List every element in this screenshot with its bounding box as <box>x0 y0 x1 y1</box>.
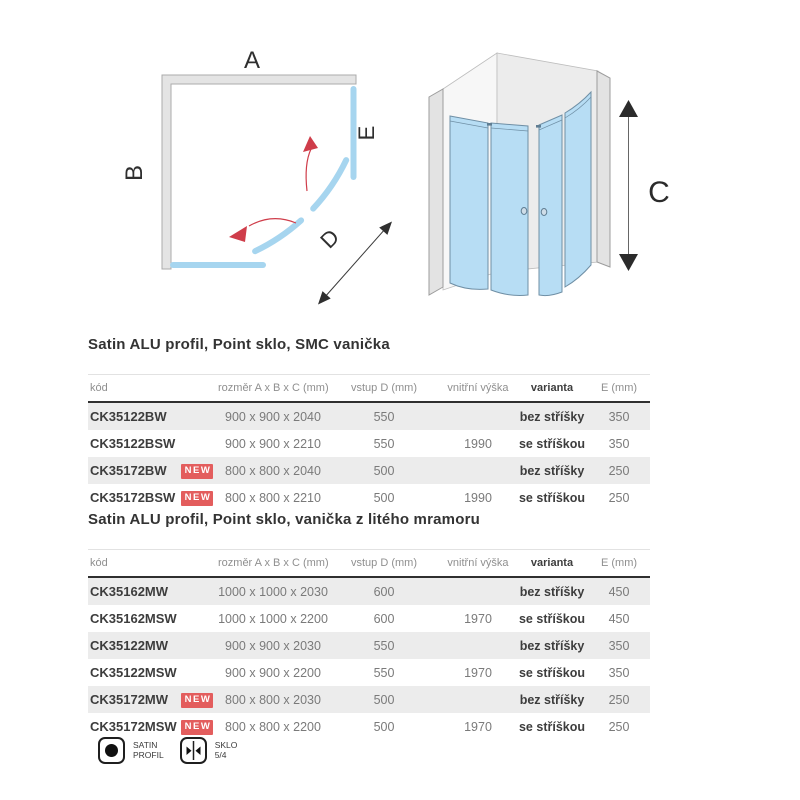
table-rows <box>88 578 650 740</box>
header-entry: vstup D (mm) <box>351 557 417 569</box>
header-variant: varianta <box>530 557 574 569</box>
height-arrow-c <box>619 100 638 271</box>
e-cell: 350 <box>608 638 630 653</box>
e-cell: 250 <box>608 490 630 505</box>
product-code: CK35122MW <box>90 638 169 653</box>
table-row <box>88 403 650 430</box>
satin-profil-icon <box>98 737 125 764</box>
size-cell: 800 x 800 x 2210 <box>225 490 321 505</box>
table-rows <box>88 403 650 511</box>
table-row <box>88 578 650 605</box>
dimension-label-d: D <box>315 224 345 254</box>
legend-label <box>215 737 238 764</box>
header-e: E (mm) <box>600 382 638 394</box>
inner-height-cell: 1970 <box>464 719 492 734</box>
size-cell: 1000 x 1000 x 2200 <box>218 611 328 626</box>
entry-cell: 500 <box>373 490 395 505</box>
glass-thickness-icon <box>180 737 207 764</box>
header-variant: varianta <box>530 382 574 394</box>
product-code: CK35172MSW <box>90 719 177 734</box>
legend-line: PROFIL <box>133 750 164 760</box>
table-row <box>88 686 650 713</box>
size-cell: 900 x 900 x 2210 <box>225 436 321 451</box>
product-code: CK35122BSW <box>90 436 176 451</box>
table-header <box>88 549 650 578</box>
legend-item-sklo-54 <box>180 737 238 764</box>
size-cell: 800 x 800 x 2040 <box>225 463 321 478</box>
table-marble <box>88 511 650 740</box>
table-title: Satin ALU profil, Point sklo, SMC vanička <box>88 336 390 353</box>
inner-height-cell: 1970 <box>464 611 492 626</box>
legend-line: SATIN <box>133 740 158 750</box>
table-row <box>88 484 650 511</box>
new-badge: NEW <box>181 693 214 708</box>
inner-height-cell: 1970 <box>464 665 492 680</box>
variant-cell: bez stříšky <box>519 638 585 653</box>
new-badge-slot <box>176 462 218 479</box>
size-cell: 1000 x 1000 x 2030 <box>218 584 328 599</box>
door-bracket-left <box>487 123 492 126</box>
e-cell: 350 <box>608 409 630 424</box>
size-cell: 900 x 900 x 2030 <box>225 638 321 653</box>
right-wall-slab <box>597 71 610 267</box>
product-code: CK35172BSW <box>90 490 176 505</box>
size-cell: 900 x 900 x 2040 <box>225 409 321 424</box>
inner-height-cell: 1990 <box>464 436 492 451</box>
header-inner-height: vnitřní výška <box>447 382 509 394</box>
legend <box>98 737 237 764</box>
variant-cell: se stříškou <box>518 490 585 505</box>
table-header <box>88 374 650 403</box>
product-code: CK35122BW <box>90 409 167 424</box>
product-code: CK35122MSW <box>90 665 177 680</box>
variant-cell: se stříškou <box>518 611 585 626</box>
left-wall-slab <box>429 89 443 295</box>
new-badge-slot <box>176 718 218 735</box>
table-row <box>88 713 650 740</box>
variant-cell: bez stříšky <box>519 692 585 707</box>
table-row <box>88 457 650 484</box>
header-code: kód <box>90 557 108 569</box>
door-bracket-right <box>536 125 541 128</box>
entry-cell: 500 <box>373 719 395 734</box>
e-cell: 250 <box>608 692 630 707</box>
entry-cell: 500 <box>373 463 395 478</box>
plan-diagram <box>100 30 420 320</box>
dimension-label-e: E <box>354 125 379 141</box>
inner-height-cell: 1990 <box>464 490 492 505</box>
new-badge-slot <box>176 691 218 708</box>
size-cell: 900 x 900 x 2200 <box>225 665 321 680</box>
glass-fixed-right <box>565 92 591 287</box>
variant-cell: bez stříšky <box>519 463 585 478</box>
door-handle-right <box>541 209 547 216</box>
door-swing-arrow-up <box>303 136 318 191</box>
dimension-label-c: C <box>648 176 670 209</box>
glass-door-arc-lower <box>255 220 301 251</box>
table-smc <box>88 336 650 511</box>
dimension-label-a: A <box>243 47 261 74</box>
variant-cell: bez stříšky <box>519 584 585 599</box>
new-badge: NEW <box>181 491 214 506</box>
size-cell: 800 x 800 x 2030 <box>225 692 321 707</box>
e-cell: 350 <box>608 436 630 451</box>
e-cell: 350 <box>608 665 630 680</box>
door-handle-left <box>521 208 527 215</box>
variant-cell: se stříškou <box>518 436 585 451</box>
variant-cell: bez stříšky <box>519 409 585 424</box>
entry-cell: 550 <box>373 436 395 451</box>
table-row <box>88 659 650 686</box>
entry-cell: 550 <box>373 638 395 653</box>
table-row <box>88 430 650 457</box>
e-cell: 450 <box>608 584 630 599</box>
new-badge-slot <box>176 489 218 506</box>
product-code: CK35162MW <box>90 584 169 599</box>
e-cell: 250 <box>608 463 630 478</box>
e-cell: 450 <box>608 611 630 626</box>
new-badge: NEW <box>181 464 214 479</box>
entry-cell: 600 <box>373 611 395 626</box>
product-code: CK35172MW <box>90 692 169 707</box>
entry-cell: 550 <box>373 665 395 680</box>
dimension-label-b: B <box>121 164 148 182</box>
variant-cell: se stříškou <box>518 665 585 680</box>
size-cell: 800 x 800 x 2200 <box>225 719 321 734</box>
legend-label <box>133 737 164 764</box>
variant-cell: se stříškou <box>518 719 585 734</box>
entry-cell: 600 <box>373 584 395 599</box>
glass-door-arc-upper <box>313 160 346 209</box>
header-entry: vstup D (mm) <box>351 382 417 394</box>
table-row <box>88 632 650 659</box>
product-code: CK35172BW <box>90 463 167 478</box>
glass-fixed-left <box>450 116 488 289</box>
header-size: rozměr A x B x C (mm) <box>218 382 329 394</box>
new-badge: NEW <box>181 720 214 735</box>
legend-line: SKLO <box>214 740 238 750</box>
header-size: rozměr A x B x C (mm) <box>218 557 329 569</box>
entry-cell: 500 <box>373 692 395 707</box>
table-title: Satin ALU profil, Point sklo, vanička z litého mramoru <box>88 511 480 528</box>
header-inner-height: vnitřní výška <box>447 557 509 569</box>
legend-line: 5/4 <box>214 750 227 760</box>
legend-item-satin-profil <box>98 737 164 764</box>
table-row <box>88 605 650 632</box>
product-code: CK35162MSW <box>90 611 177 626</box>
entry-cell: 550 <box>373 409 395 424</box>
iso-diagram <box>410 40 690 330</box>
e-cell: 250 <box>608 719 630 734</box>
header-e: E (mm) <box>600 557 638 569</box>
glass-door-right <box>539 115 562 296</box>
header-code: kód <box>90 382 108 394</box>
